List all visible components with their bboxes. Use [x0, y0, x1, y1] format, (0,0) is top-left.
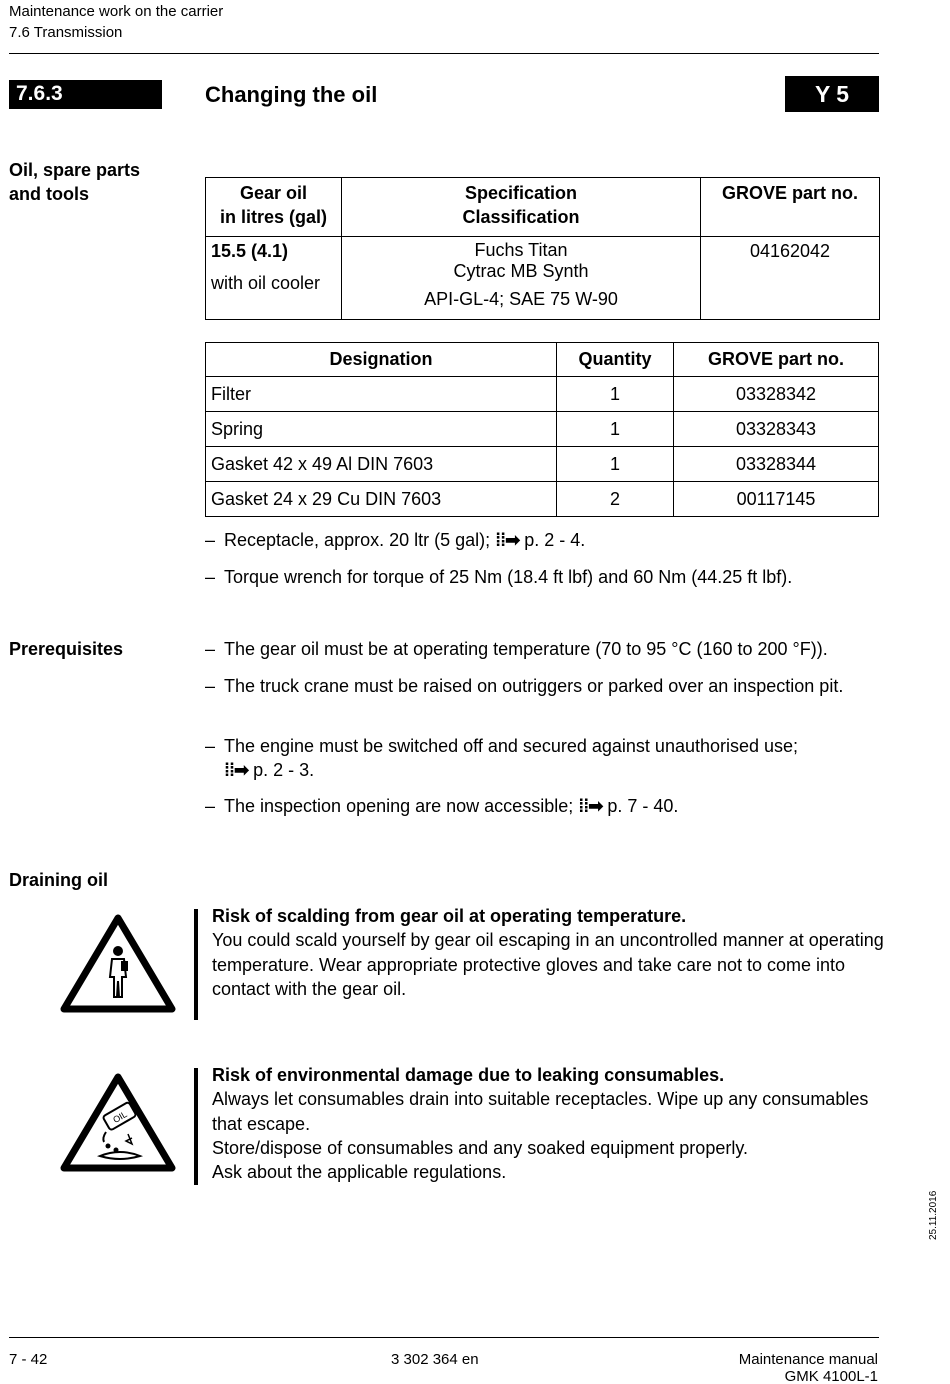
reference-arrow-icon: ⁞⁞➡ [578, 796, 603, 816]
prerequisite-item: – The engine must be switched off and secured against unauthorised use; ⁞⁞➡ p. 2 - 3. [205, 736, 799, 780]
table-row: Gasket 42 x 49 Al DIN 7603 1 03328344 [206, 447, 879, 482]
environment-warning-icon [60, 1072, 176, 1172]
oil-table [205, 177, 880, 320]
oil-can-label: OIL [111, 1109, 129, 1125]
side-date: 25.11.2016 [928, 1190, 939, 1240]
parts-table-header-part-no: GROVE part no. [674, 343, 879, 377]
tool-item-receptacle: – Receptacle, approx. 20 ltr (5 gal); ⁞⁞➡ p. 2 - 4. [205, 530, 586, 550]
scalding-warning-icon [60, 913, 176, 1013]
oil-table-header-spec: Specification Classification [342, 178, 701, 237]
warning-bar [194, 1068, 198, 1185]
page-number: 7 - 42 [9, 1351, 48, 1368]
prerequisite-item: – The inspection opening are now accessible; ⁞⁞➡ p. 7 - 40. [205, 796, 679, 816]
parts-table [205, 342, 879, 517]
oil-table-quantity-cell: 15.5 (4.1) with oil cooler [206, 237, 342, 320]
prerequisite-item: – The gear oil must be at operating temperature (70 to 95 °C (160 to 200 °F)). [205, 639, 828, 659]
header-chapter: Maintenance work on the carrier [9, 3, 224, 20]
table-row: Gasket 24 x 29 Cu DIN 7603 2 00117145 [206, 482, 879, 517]
table-row: Filter 1 03328342 [206, 377, 879, 412]
oil-table-header-quantity: Gear oil in litres (gal) [206, 178, 342, 237]
header-rule [9, 53, 879, 54]
reference-arrow-icon: ⁞⁞➡ [224, 760, 249, 780]
section-number: 7.6.3 [9, 80, 162, 109]
page-reference-link[interactable]: p. 2 - 3. [253, 760, 315, 780]
oil-table-spec-cell: Fuchs Titan Cytrac MB Synth API-GL-4; SAE 75 W-90 [342, 237, 701, 320]
page-reference-link[interactable]: p. 2 - 4. [524, 530, 586, 550]
section-title: Changing the oil [205, 82, 378, 107]
tool-item-torque-wrench: – Torque wrench for torque of 25 Nm (18.4 ft lbf) and 60 Nm (44.25 ft lbf). [205, 567, 793, 587]
oil-table-part-no-cell: 04162042 [701, 237, 880, 320]
section-code: Y 5 [785, 76, 879, 112]
parts-table-header-designation: Designation [206, 343, 557, 377]
page-reference-link[interactable]: p. 7 - 40. [607, 796, 679, 816]
draining-oil-label: Draining oil [9, 870, 108, 890]
scalding-warning-text: Risk of scalding from gear oil at operating temperature. You could scald yourself by gear oil escaping in an uncontrolled manner at operating temperature. Wear appropriate protective gloves and take care not to come into contact with the gear oil. [212, 906, 884, 999]
environment-warning-text: Risk of environmental damage due to leaking consumables. Always let consumables drain into suitable receptacles. Wipe up any consumables that escape. Store/dispose of consumables and any soaked equipment properly. Ask about the applicable regulations. [212, 1065, 869, 1183]
table-row: Spring 1 03328343 [206, 412, 879, 447]
oil-table-header-part-no: GROVE part no. [701, 178, 880, 237]
reference-arrow-icon: ⁞⁞➡ [495, 530, 520, 550]
prerequisite-item: – The truck crane must be raised on outriggers or parked over an inspection pit. [205, 676, 844, 696]
footer-rule [9, 1337, 879, 1338]
prerequisites-label: Prerequisites [9, 639, 124, 659]
manual-title: Maintenance manual GMK 4100L-1 [738, 1351, 878, 1384]
warning-bar [194, 909, 198, 1020]
header-subchapter: 7.6 Transmission [9, 24, 123, 41]
oil-parts-tools-label: Oil, spare parts and tools [9, 160, 141, 204]
parts-table-header-quantity: Quantity [557, 343, 674, 377]
document-number: 3 302 364 en [391, 1351, 479, 1368]
